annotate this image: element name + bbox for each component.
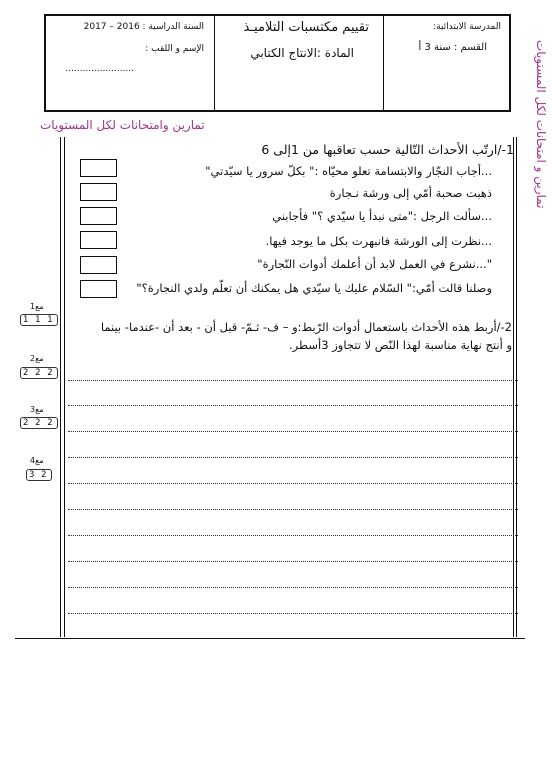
- answer-line[interactable]: [68, 431, 518, 432]
- school-label: المدرسة الابتدائية:: [433, 22, 501, 32]
- name-dots: ........................: [65, 64, 134, 74]
- criterion-marks: 1 1 1: [20, 314, 58, 326]
- order-box[interactable]: [80, 183, 117, 201]
- main-title: تقييم مكتسبات التلاميـذ: [243, 20, 369, 35]
- event-item: وصلنا قالت أمّي:" السّلام عليك يا سيّدي هل يمكنك أن تعلّم ولدي النجارة؟": [136, 281, 492, 295]
- order-box[interactable]: [80, 280, 117, 298]
- header-divider: [383, 16, 384, 110]
- question-2-line-1: 2-/أربط هذه الأحداث باستعمال أدوات الرّبط:و – ف- ثـمّ- قبل أن - بعد أن -عندما- بينما: [100, 320, 512, 334]
- answer-line[interactable]: [68, 535, 518, 536]
- margin-line: [513, 137, 514, 637]
- year-label: السنة الدراسية : 2016 – 2017: [83, 22, 204, 32]
- criterion-label: مع3: [30, 405, 44, 414]
- answer-line[interactable]: [68, 483, 518, 484]
- order-box[interactable]: [80, 207, 117, 225]
- answer-line[interactable]: [68, 405, 518, 406]
- question-2-line-2: و أنتج نهاية مناسبة لهذا النّص لا تتجاوز 3أسطر.: [288, 338, 512, 352]
- criterion-marks: 2 2 2: [20, 367, 58, 379]
- answer-line[interactable]: [68, 509, 518, 510]
- criterion-label: مع2: [30, 354, 44, 363]
- top-watermark: تمارين وامتحانات لكل المستويات: [40, 118, 205, 132]
- name-label: الإسم و اللقب :: [145, 44, 204, 54]
- header-divider: [214, 16, 215, 110]
- answer-line[interactable]: [68, 380, 518, 381]
- answer-line[interactable]: [68, 587, 518, 588]
- class-label: القسم : سنة 3 أ: [418, 42, 487, 53]
- answer-line[interactable]: [68, 613, 518, 614]
- event-item: ...أجاب النجّار والابتسامة تعلو محيّاه :" بكلّ سرور يا سيّدتي": [205, 164, 492, 178]
- side-watermark: تمارين و امتحانات لكل المستويات: [534, 40, 548, 209]
- header-table: [44, 14, 511, 112]
- answer-line[interactable]: [68, 457, 518, 458]
- criterion-marks: 2 2 2: [20, 417, 58, 429]
- order-box[interactable]: [80, 159, 117, 177]
- event-item: ...سألت الرجل :"متى نبدأ يا سيّدي ؟" فأجابني: [272, 209, 492, 223]
- event-item: "...نشرع في العمل لابد أن أعلمك أدوات النّجارة": [257, 257, 492, 271]
- question-1-title: 1-/ارتّب الأحداث التّالية حسب تعاقبها من 1إلى 6: [261, 142, 514, 157]
- bottom-rule: [15, 638, 525, 639]
- criterion-marks: 3 2: [26, 469, 52, 481]
- event-item: ذهبت صحبة أمّي إلى ورشة نـجارة: [329, 186, 492, 200]
- margin-line: [64, 137, 65, 637]
- criterion-label: مع1: [30, 302, 44, 311]
- event-item: ...نظرت إلى الورشة فانبهرت بكل ما يوجد فيها.: [265, 234, 492, 248]
- subject-label: المادة :الانتاج الكتابي: [250, 46, 354, 60]
- criterion-label: مع4: [30, 456, 44, 465]
- order-box[interactable]: [80, 256, 117, 274]
- order-box[interactable]: [80, 231, 117, 249]
- answer-line[interactable]: [68, 561, 518, 562]
